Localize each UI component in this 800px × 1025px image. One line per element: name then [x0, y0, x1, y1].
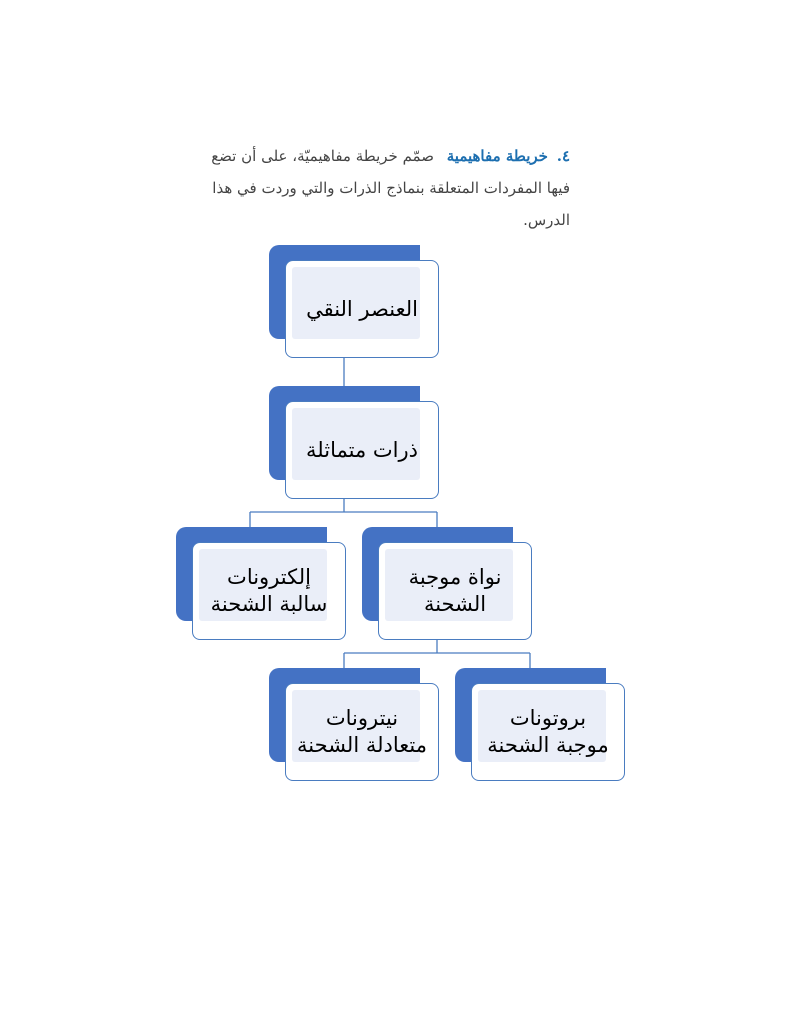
node-neutrons	[269, 668, 439, 781]
node-label: نيترونات متعادلة الشحنة	[297, 706, 427, 757]
node-electrons	[176, 527, 346, 640]
node-label: العنصر النقي	[306, 296, 418, 321]
node-pure-element	[269, 245, 439, 358]
node-nucleus	[362, 527, 532, 640]
node-label: ذرات متماثلة	[306, 437, 418, 462]
node-identical-atoms	[269, 386, 439, 499]
node-protons	[455, 668, 625, 781]
node-label: إلكترونات سالبة الشحنة	[210, 565, 328, 616]
node-label: نواة موجبة الشحنة	[408, 565, 502, 616]
node-label: بروتونات موجبة الشحنة	[487, 706, 609, 757]
question-topic: خريطة مفاهيمية	[446, 147, 548, 165]
question-body: صمّم خريطة مفاهيميّة، على أن تضع فيها المفردات المتعلقة بنماذج الذرات والتي وردت في هذا الدرس.	[211, 147, 570, 229]
question-number: ٤.	[556, 147, 570, 165]
